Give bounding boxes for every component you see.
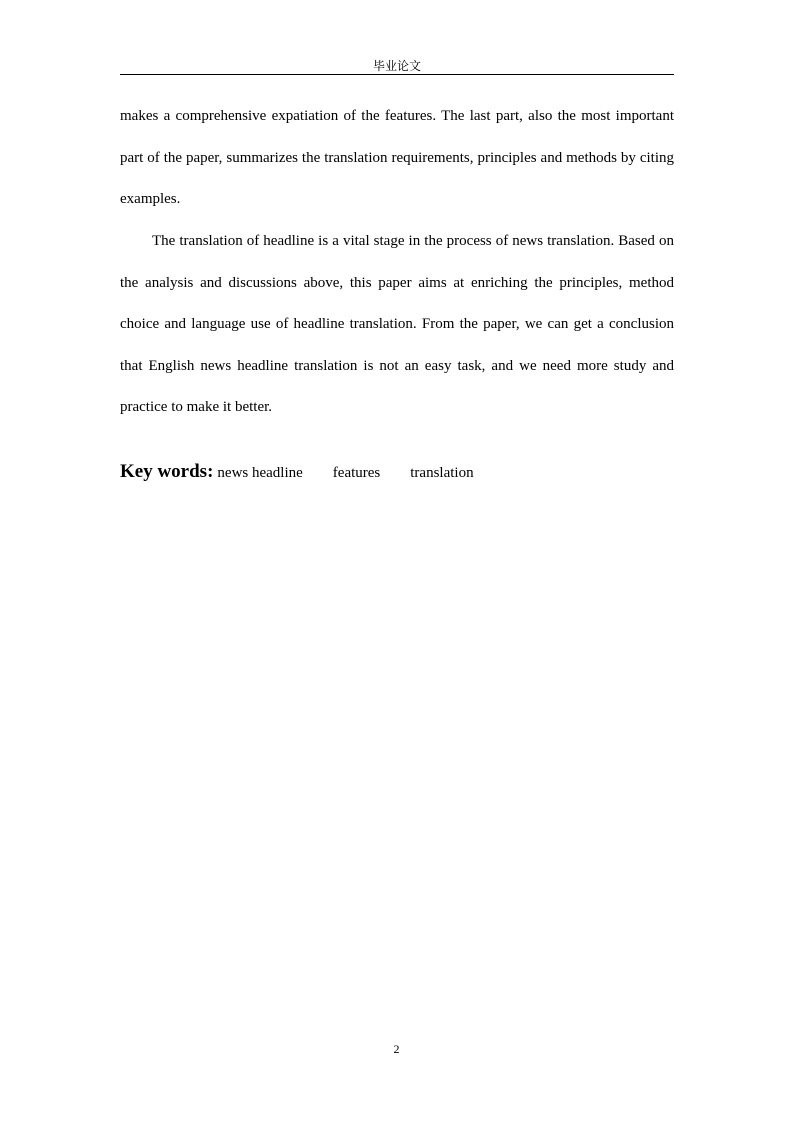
abstract-paragraph	[120, 221, 674, 429]
abstract-paragraph-continued	[120, 96, 674, 221]
keyword-item: translation	[410, 465, 474, 481]
keyword-item: news headline	[217, 465, 303, 481]
keywords-line	[120, 458, 674, 487]
paragraph-text: The translation of headline is a vital stage in the process of news translation. Based on the analysis and discussions above, this paper aims at enriching the principles, method choice and language use of headline translation. From the paper, we can get a conclusion that English news headline translation is not an easy task, and we need more study and practice to make it better.	[120, 233, 674, 416]
header-title: 毕业论文	[372, 59, 421, 73]
paragraph-text: makes a comprehensive expatiation of the features. The last part, also the most important part of the paper, summarizes the translation requirements, principles and methods by citing examples.	[120, 108, 674, 208]
page-number: 2	[393, 1042, 400, 1056]
page-header	[120, 57, 674, 75]
keyword-item: features	[332, 465, 381, 481]
keywords-label: Key words:	[120, 461, 214, 482]
